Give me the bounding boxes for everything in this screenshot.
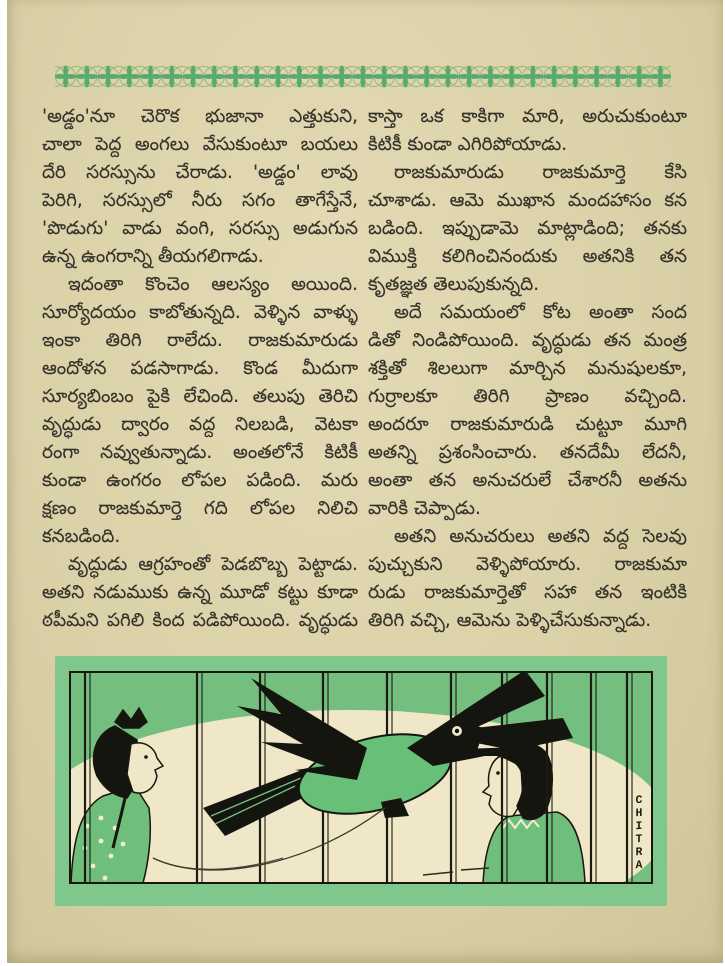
story-illustration bbox=[55, 656, 667, 906]
text-line: వృద్ధుడు ద్వారం వద్ద నిలబడి, వెటకా bbox=[42, 414, 358, 435]
text-line: క్షణం రాజకుమార్తె గది లోపల నిలిచి bbox=[42, 498, 358, 519]
text-line: సూర్యోదయం కాబోతున్నది. వెళ్ళిన వాళ్ళు bbox=[42, 302, 358, 323]
text-line: 'పొడుగు' వాడు వంగి, సరస్సు అడుగున bbox=[42, 218, 358, 239]
signature-letter: R bbox=[635, 845, 643, 860]
ornament-band-graphic bbox=[55, 61, 671, 92]
text-line: వృద్ధుడు ఆగ్రహంతో పెడబొబ్బ పెట్టాడు. bbox=[68, 554, 358, 575]
text-line: పెరిగి, సరస్సులో నీరు సగం తాగేస్తేనే, bbox=[42, 190, 358, 211]
text-line: శక్తితో శిలలుగా మార్చిన మనుషులకూ, bbox=[368, 358, 687, 379]
text-line: అతని అనుచరులు అతని వద్ద సెలవు bbox=[394, 526, 687, 547]
text-line: డితో నిండిపోయింది. వృద్ధుడు తన మంత్ర bbox=[368, 330, 687, 351]
text-line: రాజకుమారుడు రాజకుమార్తె కేసి bbox=[394, 162, 687, 183]
illustration-graphic bbox=[55, 656, 667, 906]
ornament-band-fill bbox=[55, 61, 671, 92]
text-line: విముక్తి కలిగించినందుకు అతనికి తన bbox=[368, 246, 687, 267]
text-line: అతని నడుముకు ఉన్న మూడో కట్టు కూడా bbox=[42, 582, 358, 603]
text-line: కాస్తా ఒక కాకిగా మారి, అరుచుకుంటూ bbox=[368, 106, 687, 127]
signature-letter: T bbox=[635, 832, 643, 847]
text-line: వారికి చెప్పాడు. bbox=[368, 498, 481, 519]
text-line: అతన్ని ప్రశంసించారు. తనదేమీ లేదనీ, bbox=[368, 442, 687, 463]
text-line: కుండా ఉంగరం లోపల పడింది. మరు bbox=[42, 470, 358, 491]
text-line: ఇంకా తిరిగి రాలేదు. రాజకుమారుడు bbox=[42, 330, 358, 351]
text-line: అందరూ రాజకుమారుడి చుట్టూ మూగి bbox=[368, 414, 687, 435]
text-line: ఉన్న ఉంగరాన్ని తీయగలిగాడు. bbox=[42, 246, 264, 267]
text-column-right bbox=[368, 103, 687, 635]
text-line: ఇదంతా కొంచెం ఆలస్యం అయింది. bbox=[68, 274, 358, 295]
signature-letter: H bbox=[635, 806, 643, 821]
text-line: కిటికీ కుండా ఎగిరిపోయాడు. bbox=[368, 134, 568, 155]
text-line: ఆందోళన పడసాగాడు. కొండ మీదుగా bbox=[42, 358, 358, 379]
ornament-band bbox=[55, 61, 671, 92]
text-line: చూశాడు. ఆమె ముఖాన మందహాసం కన bbox=[368, 190, 687, 211]
artist-signature bbox=[631, 793, 647, 872]
text-line: సూర్యబింబం పైకి లేచింది. తలుపు తెరిచి bbox=[42, 386, 358, 407]
text-line: పుచ్చుకుని వెళ్ళిపోయారు. రాజకుమా bbox=[368, 554, 687, 575]
text-line: 'అడ్డం'నూ చెరొక భుజానా ఎత్తుకుని, bbox=[42, 106, 358, 127]
text-line: అదే సమయంలో కోట అంతా సంద bbox=[394, 302, 687, 323]
text-line: కృతజ్ఞత తెలుపుకున్నది. bbox=[368, 274, 540, 295]
text-line: రుడు రాజకుమార్తెతో సహా తన ఇంటికి bbox=[368, 582, 687, 603]
page-paper bbox=[7, 0, 723, 963]
signature-letter: I bbox=[635, 819, 643, 834]
signature-letter: A bbox=[635, 858, 643, 873]
text-line: బడింది. ఇప్పుడామె మాట్లాడింది; తనకు bbox=[368, 218, 687, 239]
text-line: కనబడింది. bbox=[42, 526, 121, 547]
signature-letter: C bbox=[635, 793, 643, 808]
text-line: అంతా తన అనుచరులే చేశారనీ అతను bbox=[368, 470, 687, 491]
text-line: చాలా పెద్ద అంగలు వేసుకుంటూ బయలు bbox=[42, 134, 358, 155]
text-line: గుర్రాలకూ తిరిగి ప్రాణం వచ్చింది. bbox=[368, 386, 687, 407]
text-line: దేరి సరస్సును చేరాడు. 'అడ్డం' లావు bbox=[42, 162, 358, 183]
text-column-left bbox=[42, 103, 358, 635]
text-line: రంగా నవ్వుతున్నాడు. అంతలోనే కిటికీ bbox=[42, 442, 358, 463]
text-line: తిరిగి వచ్చి, ఆమెను పెళ్ళిచేసుకున్నాడు. bbox=[368, 610, 652, 631]
text-line: ఠపీమని పగిలి కింద పడిపోయింది. వృద్ధుడు bbox=[42, 610, 358, 631]
